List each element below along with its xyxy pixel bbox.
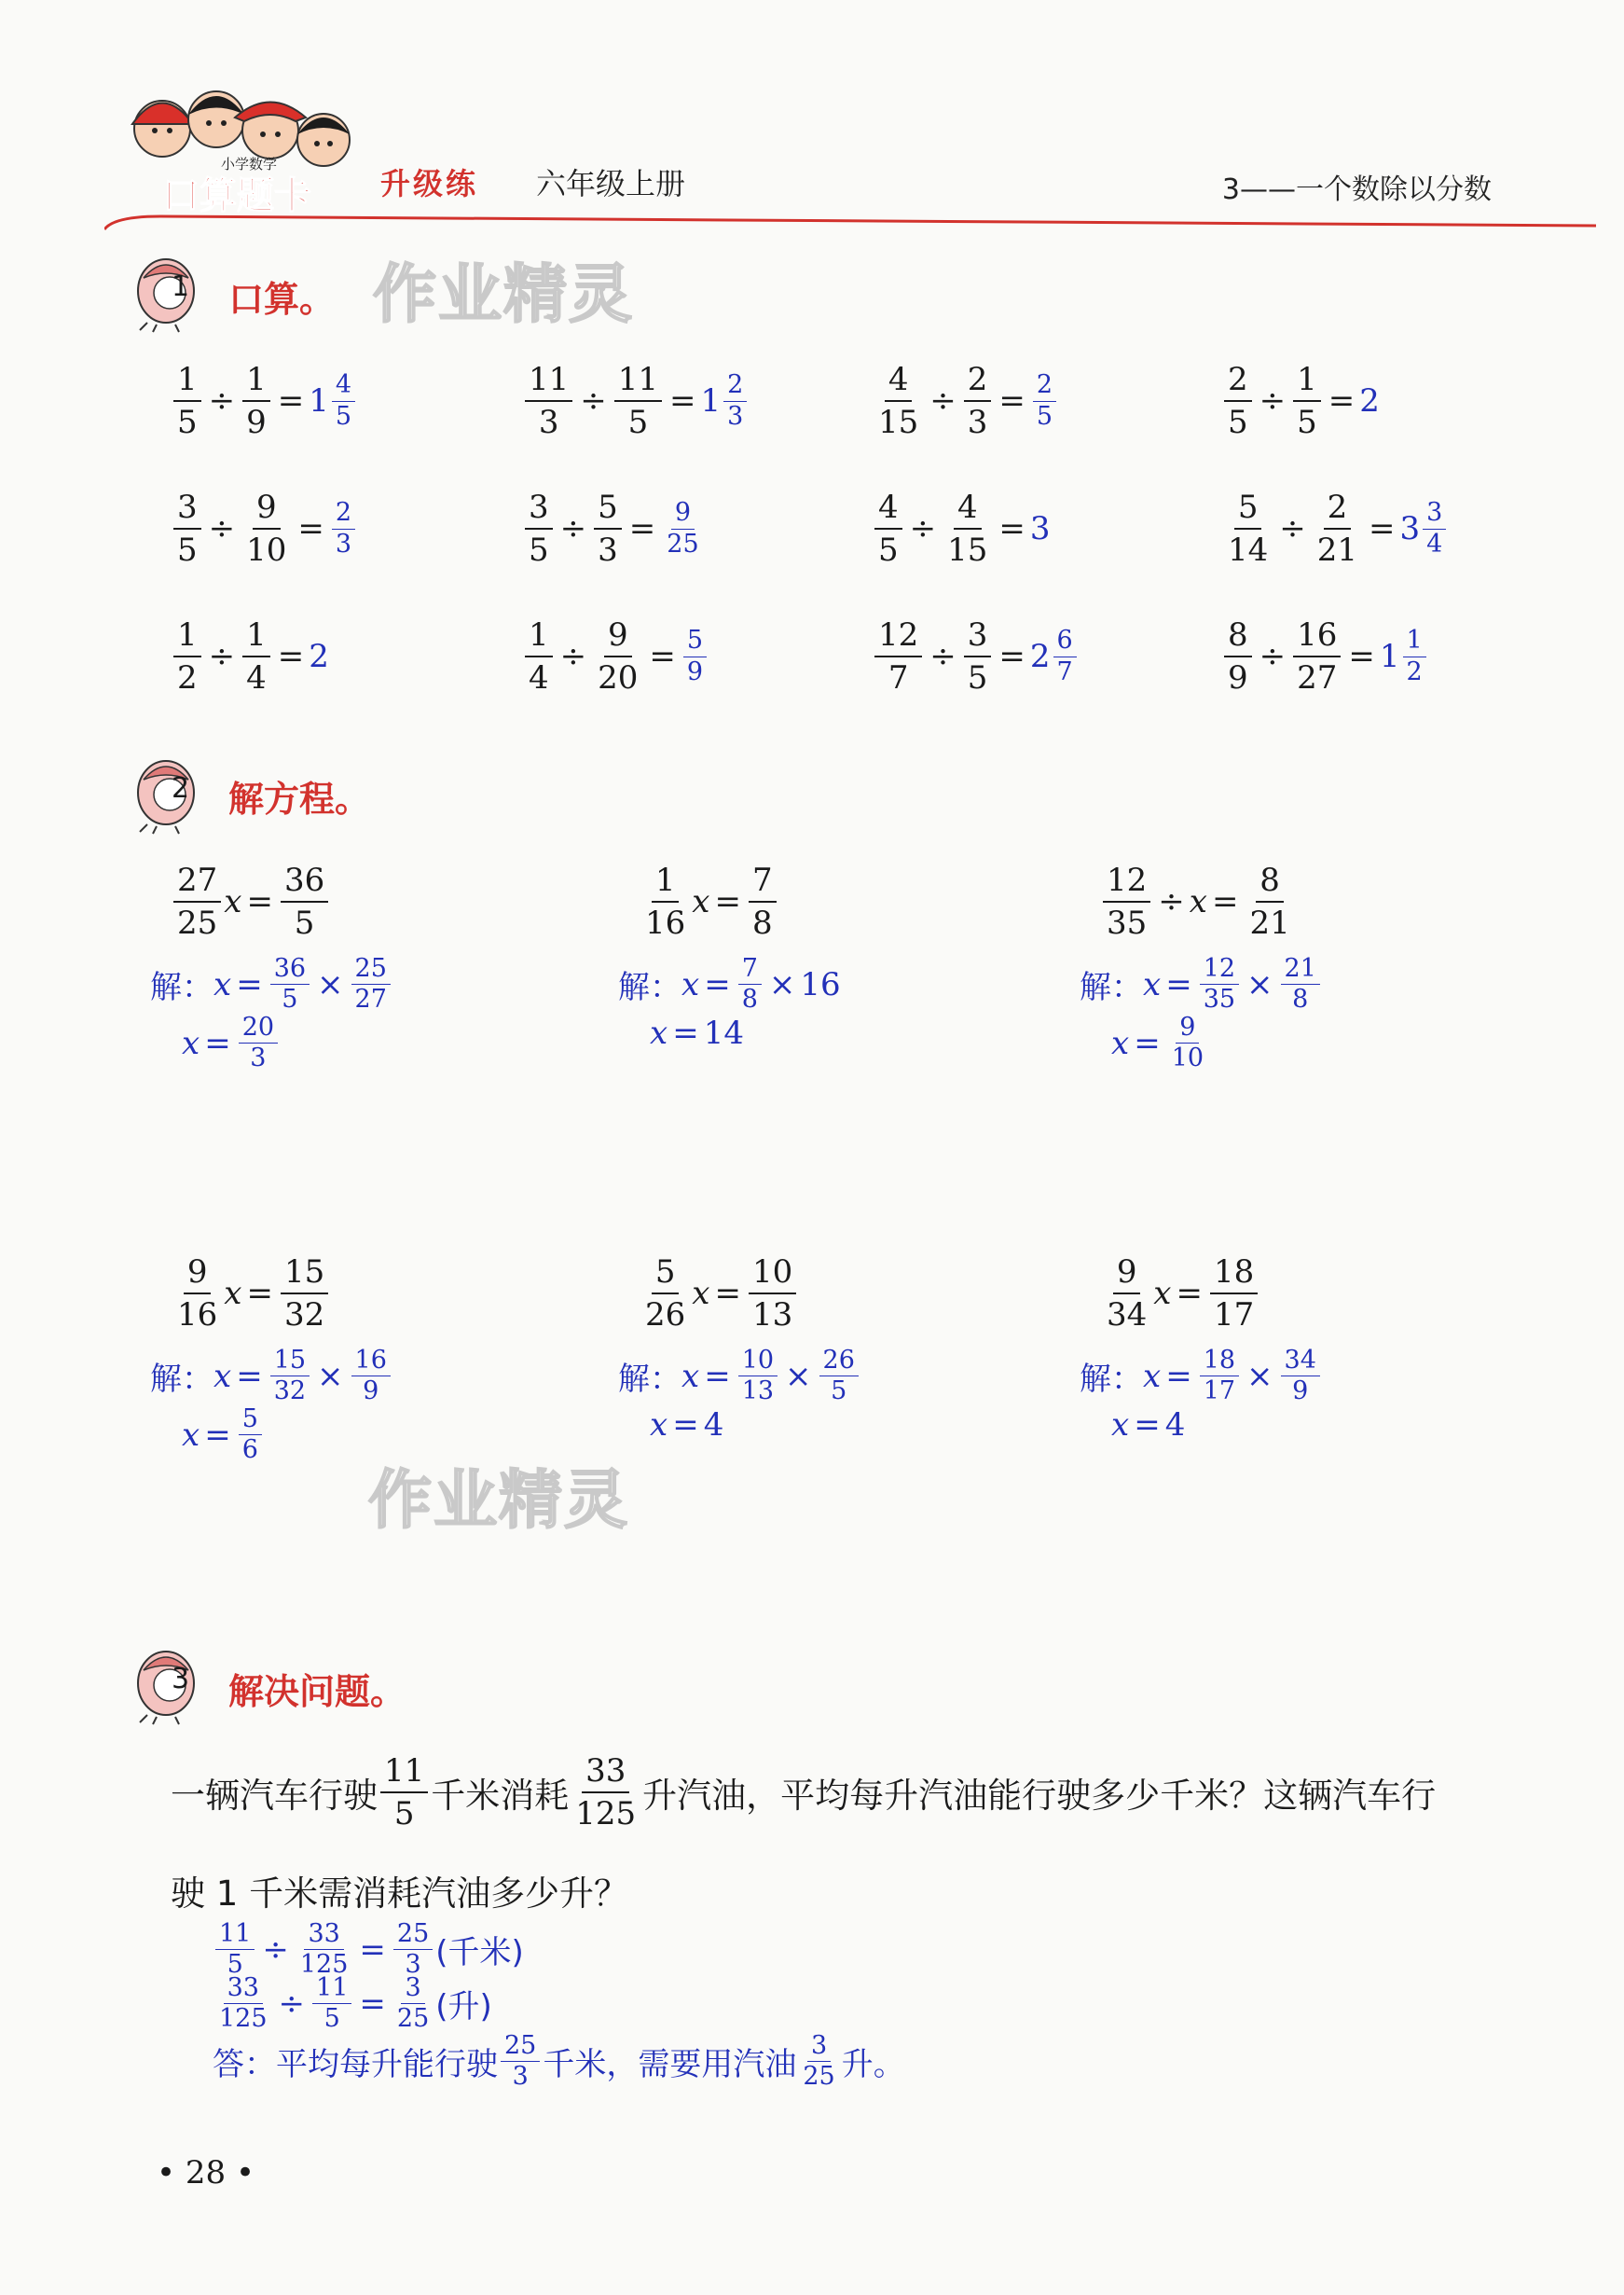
fraction: $\frac{9}{25}$	[667, 498, 699, 559]
integer: 4	[1164, 1406, 1186, 1444]
variable-x: x	[182, 1024, 200, 1062]
variable-x: x	[1143, 965, 1162, 1003]
fraction: $\frac{10}{13}$	[738, 1348, 778, 1405]
fraction: $\frac{33}{125}$	[299, 1919, 349, 1980]
fraction: $\frac{5}{3}$	[594, 490, 622, 568]
oral-calc-item	[872, 362, 1059, 440]
variable-x: x	[1111, 1024, 1130, 1062]
variable-x: x	[1111, 1406, 1130, 1444]
oral-calc-item	[872, 617, 1080, 696]
brand-label: 升级练	[380, 166, 479, 201]
fraction: $\frac{6}{7}$	[1053, 628, 1077, 685]
variable-x: x	[213, 965, 232, 1003]
fraction: $\frac{15}{32}$	[270, 1348, 310, 1405]
fraction: $\frac{1}{5}$	[173, 362, 201, 440]
variable-x: x	[650, 1406, 668, 1444]
solution-result	[650, 1406, 723, 1444]
equation	[171, 1254, 331, 1333]
fraction: $\frac{7}{8}$	[749, 863, 777, 941]
equals-sign: =	[1165, 1357, 1192, 1395]
fraction: $\frac{12}{35}$	[1200, 956, 1239, 1014]
fraction: $\frac{1}{5}$	[1293, 362, 1321, 440]
fraction: $\frac{26}{5}$	[819, 1348, 859, 1405]
fraction: $\frac{12}{35}$	[1103, 863, 1150, 941]
fraction: $\frac{2}{5}$	[1033, 372, 1056, 430]
equals-sign: =	[1369, 510, 1396, 548]
answer	[1030, 510, 1051, 547]
equals-sign: =	[1328, 382, 1356, 421]
logo-small-text: 小学数学	[221, 156, 278, 173]
logo-text: 口算题卡	[162, 174, 311, 217]
section-1-bird-icon: 1	[129, 244, 203, 333]
oral-calc-item	[522, 617, 709, 696]
solve-label: 解：	[1080, 1361, 1143, 1399]
integer: 16	[800, 965, 841, 1003]
divide-sign: ÷	[580, 382, 607, 421]
solve-label: 解：	[618, 1361, 681, 1399]
equals-sign: =	[204, 1416, 231, 1454]
answer-whole: 2	[1359, 382, 1380, 421]
equals-sign: =	[704, 965, 731, 1003]
fraction: $\frac{2}{21}$	[1316, 489, 1358, 570]
fraction: $\frac{36}{5}$	[270, 956, 310, 1014]
variable-x: x	[681, 1357, 700, 1395]
equals-sign: =	[1348, 638, 1375, 676]
equals-sign: =	[998, 638, 1025, 676]
fraction: $\frac{5}{9}$	[683, 628, 707, 685]
fraction: $\frac{9}{16}$	[177, 1253, 218, 1334]
section-3-title: 解决问题。	[228, 1671, 406, 1712]
word-problem-line-1	[171, 1753, 1436, 1832]
answer	[309, 372, 358, 430]
divide-sign: ÷	[208, 510, 236, 548]
fraction: $\frac{18}{17}$	[1210, 1254, 1258, 1333]
word-problem-line-2: 驶 1 千米需消耗汽油多少升？	[171, 1873, 629, 1914]
equals-sign: =	[246, 883, 273, 921]
header-rule	[104, 213, 1596, 231]
solution-step-1	[1080, 1348, 1323, 1405]
cartoon-kids-icon	[132, 91, 350, 166]
equals-sign: =	[297, 510, 324, 548]
fraction: $\frac{36}{5}$	[281, 863, 328, 941]
answer-whole: 3	[1029, 510, 1051, 548]
fraction: $\frac{25}{27}$	[351, 956, 391, 1014]
answer-whole: 1	[700, 382, 722, 421]
oral-calc-item	[171, 617, 329, 696]
equals-sign: =	[714, 1275, 741, 1313]
answer	[309, 638, 329, 675]
times-sign: ×	[317, 1357, 344, 1395]
fraction: $\frac{16}{27}$	[1293, 617, 1341, 696]
divide-sign: ÷	[208, 638, 236, 676]
solution-result	[1111, 1015, 1210, 1072]
equals-sign: =	[672, 1406, 699, 1444]
solution-line-2: $\frac{33}{125}$ ÷ $\frac{11}{5}$ = $\frac{3}{25}$ (升)	[213, 1975, 492, 2033]
fraction: $\frac{1}{4}$	[525, 617, 553, 696]
fraction: $\frac{11}{5}$	[380, 1753, 428, 1832]
variable-x: x	[182, 1416, 200, 1454]
solution-step-1	[618, 956, 841, 1014]
fraction: $\frac{4}{5}$	[874, 490, 902, 568]
fraction: $\frac{10}{13}$	[749, 1254, 796, 1333]
fraction: $\frac{20}{3}$	[239, 1015, 278, 1072]
equation	[639, 1254, 799, 1333]
divide-sign: ÷	[1158, 883, 1185, 921]
problem-text-2: 千米消耗	[431, 1776, 570, 1817]
fraction: $\frac{1}{16}$	[645, 862, 686, 943]
fraction: $\frac{2}{3}$	[723, 372, 747, 430]
fraction: $\frac{9}{10}$	[246, 489, 287, 570]
solution-result	[1111, 1406, 1185, 1444]
equals-sign: =	[246, 1275, 273, 1313]
variable-x: x	[1189, 883, 1207, 921]
divide-sign: ÷	[929, 382, 957, 421]
variable-x: x	[692, 1275, 710, 1313]
fraction: $\frac{27}{25}$	[173, 863, 221, 941]
fraction: $\frac{16}{9}$	[351, 1348, 391, 1405]
fraction: $\frac{11}{5}$	[215, 1921, 255, 1979]
fraction: $\frac{18}{17}$	[1200, 1348, 1239, 1405]
answer	[701, 372, 750, 430]
oral-calc-item	[522, 362, 750, 440]
equals-sign: =	[236, 1357, 263, 1395]
oral-calc-item	[1221, 490, 1449, 568]
answer-whole: 2	[309, 638, 329, 676]
variable-x: x	[1143, 1357, 1162, 1395]
answer-whole: 2	[1029, 638, 1051, 676]
fraction: $\frac{3}{5}$	[525, 490, 553, 568]
solve-label: 解：	[150, 1361, 213, 1399]
equation	[1100, 863, 1297, 941]
section-2-bird-icon: 2	[129, 746, 203, 835]
fraction: $\frac{8}{9}$	[1224, 617, 1252, 696]
solution-result	[182, 1406, 265, 1464]
answer-whole: 1	[1379, 638, 1400, 676]
solve-label: 解：	[618, 969, 681, 1007]
oral-calc-item	[1221, 617, 1429, 696]
fraction: $\frac{4}{15}$	[947, 489, 988, 570]
watermark-2: 作业精灵	[368, 1464, 630, 1538]
divide-sign: ÷	[929, 638, 957, 676]
fraction: $\frac{2}{5}$	[1224, 362, 1252, 440]
grade-label: 六年级上册	[536, 166, 686, 201]
times-sign: ×	[768, 965, 796, 1003]
fraction: $\frac{11}{3}$	[525, 362, 572, 440]
fraction: $\frac{9}{10}$	[1171, 1013, 1204, 1073]
equals-sign: =	[714, 883, 741, 921]
solution-step-1	[1080, 956, 1323, 1014]
solve-label: 解：	[150, 969, 213, 1007]
fraction: $\frac{12}{7}$	[874, 617, 922, 696]
fraction: $\frac{3}{25}$	[803, 2031, 835, 2092]
answer	[681, 628, 709, 685]
divide-sign: ÷	[1279, 510, 1306, 548]
variable-x: x	[692, 883, 710, 921]
variable-x: x	[224, 883, 242, 921]
equals-sign: =	[1211, 883, 1239, 921]
fraction: $\frac{8}{21}$	[1249, 862, 1290, 943]
section-1-title: 口算。	[228, 279, 336, 320]
fraction: $\frac{5}{26}$	[645, 1253, 686, 1334]
divide-sign: ÷	[559, 510, 587, 548]
times-sign: ×	[1246, 1357, 1273, 1395]
watermark: 作业精灵	[373, 258, 635, 332]
variable-x: x	[213, 1357, 232, 1395]
fraction: $\frac{3}{4}$	[1423, 500, 1446, 558]
fraction: $\frac{9}{20}$	[598, 616, 639, 698]
solution-step-1	[150, 956, 393, 1014]
equation	[639, 863, 779, 941]
divide-sign: ÷	[1259, 638, 1287, 676]
fraction: $\frac{4}{5}$	[332, 372, 355, 430]
answer	[1030, 372, 1059, 430]
equals-sign: =	[236, 965, 263, 1003]
problem-text-3: 升汽油，平均每升汽油能行驶多少千米？这辆汽车行	[642, 1776, 1437, 1817]
solution-result	[182, 1015, 281, 1072]
problem-text-1: 一辆汽车行驶	[171, 1776, 378, 1817]
section-2-title: 解方程。	[228, 779, 371, 820]
equals-sign: =	[704, 1357, 731, 1395]
solution-line-1: $\frac{11}{5}$ ÷ $\frac{33}{125}$ = $\frac{25}{3}$ (千米)	[213, 1921, 524, 1979]
variable-x: x	[681, 965, 700, 1003]
solution-step-1	[618, 1348, 861, 1405]
divide-sign: ÷	[559, 638, 587, 676]
times-sign: ×	[1246, 965, 1273, 1003]
variable-x: x	[650, 1015, 668, 1052]
equals-sign: =	[669, 382, 696, 421]
chapter-title: 3——一个数除以分数	[1221, 173, 1492, 206]
integer: 14	[703, 1015, 744, 1052]
equals-sign: =	[628, 510, 656, 548]
answer-whole: 1	[309, 382, 329, 421]
answer-whole: 3	[1399, 510, 1421, 548]
equals-sign: =	[672, 1015, 699, 1052]
fraction: $\frac{3}{25}$	[396, 1973, 430, 2034]
equals-sign: =	[1165, 965, 1192, 1003]
equals-sign: =	[1176, 1275, 1203, 1313]
divide-sign: ÷	[909, 510, 937, 548]
section-3-bird-icon: 3	[129, 1637, 203, 1725]
oral-calc-item	[171, 490, 358, 568]
oral-calc-item	[872, 490, 1051, 568]
answer	[329, 500, 358, 558]
fraction: $\frac{7}{8}$	[738, 956, 762, 1014]
fraction: $\frac{3}{5}$	[173, 490, 201, 568]
oral-calc-item	[522, 490, 706, 568]
unit: (升)	[435, 1988, 492, 2026]
times-sign: ×	[317, 965, 344, 1003]
fraction: $\frac{2}{3}$	[964, 362, 992, 440]
page-number: • 28 •	[157, 2154, 255, 2191]
equals-sign: =	[649, 638, 676, 676]
oral-calc-item	[1221, 362, 1380, 440]
fraction: $\frac{11}{5}$	[614, 362, 662, 440]
equals-sign: =	[277, 638, 305, 676]
fraction: $\frac{25}{3}$	[501, 2033, 540, 2091]
fraction: $\frac{1}{4}$	[242, 617, 270, 696]
answer	[1030, 628, 1080, 685]
answer	[1359, 382, 1380, 420]
answer	[1400, 500, 1450, 558]
fraction: $\frac{9}{34}$	[1107, 1253, 1148, 1334]
integer: 4	[703, 1406, 724, 1444]
solution-result	[650, 1015, 744, 1052]
fraction: $\frac{33}{125}$	[219, 1973, 268, 2034]
fraction: $\frac{21}{8}$	[1281, 956, 1320, 1014]
solve-label: 解：	[1080, 969, 1143, 1007]
fraction: $\frac{15}{32}$	[281, 1254, 328, 1333]
fraction: $\frac{1}{2}$	[173, 617, 201, 696]
fraction: $\frac{33}{125}$	[575, 1752, 637, 1833]
oral-calc-item	[171, 362, 358, 440]
times-sign: ×	[785, 1357, 812, 1395]
fraction: $\frac{34}{9}$	[1281, 1348, 1320, 1405]
fraction: $\frac{2}{3}$	[332, 500, 355, 558]
logo	[104, 73, 384, 227]
variable-x: x	[224, 1275, 242, 1313]
divide-sign: ÷	[208, 382, 236, 421]
fraction: $\frac{1}{9}$	[242, 362, 270, 440]
equals-sign: =	[277, 382, 305, 421]
answer-line: 答：平均每升能行驶 $\frac{25}{3}$ 千米，需要用汽油 $\frac{3}{25}$ 升。	[213, 2031, 905, 2092]
unit: (千米)	[435, 1934, 524, 1972]
equals-sign: =	[204, 1024, 231, 1062]
variable-x: x	[1153, 1275, 1172, 1313]
solution-step-1	[150, 1348, 393, 1405]
fraction: $\frac{4}{15}$	[878, 361, 919, 442]
answer	[660, 500, 705, 558]
equation	[1100, 1254, 1260, 1333]
divide-sign: ÷	[1259, 382, 1287, 421]
equation	[171, 863, 331, 941]
fraction: $\frac{11}{5}$	[312, 1975, 351, 2033]
fraction: $\frac{3}{5}$	[964, 617, 992, 696]
equals-sign: =	[1134, 1406, 1161, 1444]
fraction: $\frac{25}{3}$	[393, 1921, 433, 1979]
fraction: $\frac{5}{14}$	[1228, 489, 1269, 570]
equals-sign: =	[998, 382, 1025, 421]
equals-sign: =	[1134, 1024, 1161, 1062]
answer	[1380, 628, 1429, 685]
fraction: $\frac{1}{2}$	[1403, 628, 1426, 685]
fraction: $\frac{5}{6}$	[239, 1406, 262, 1464]
equals-sign: =	[998, 510, 1025, 548]
